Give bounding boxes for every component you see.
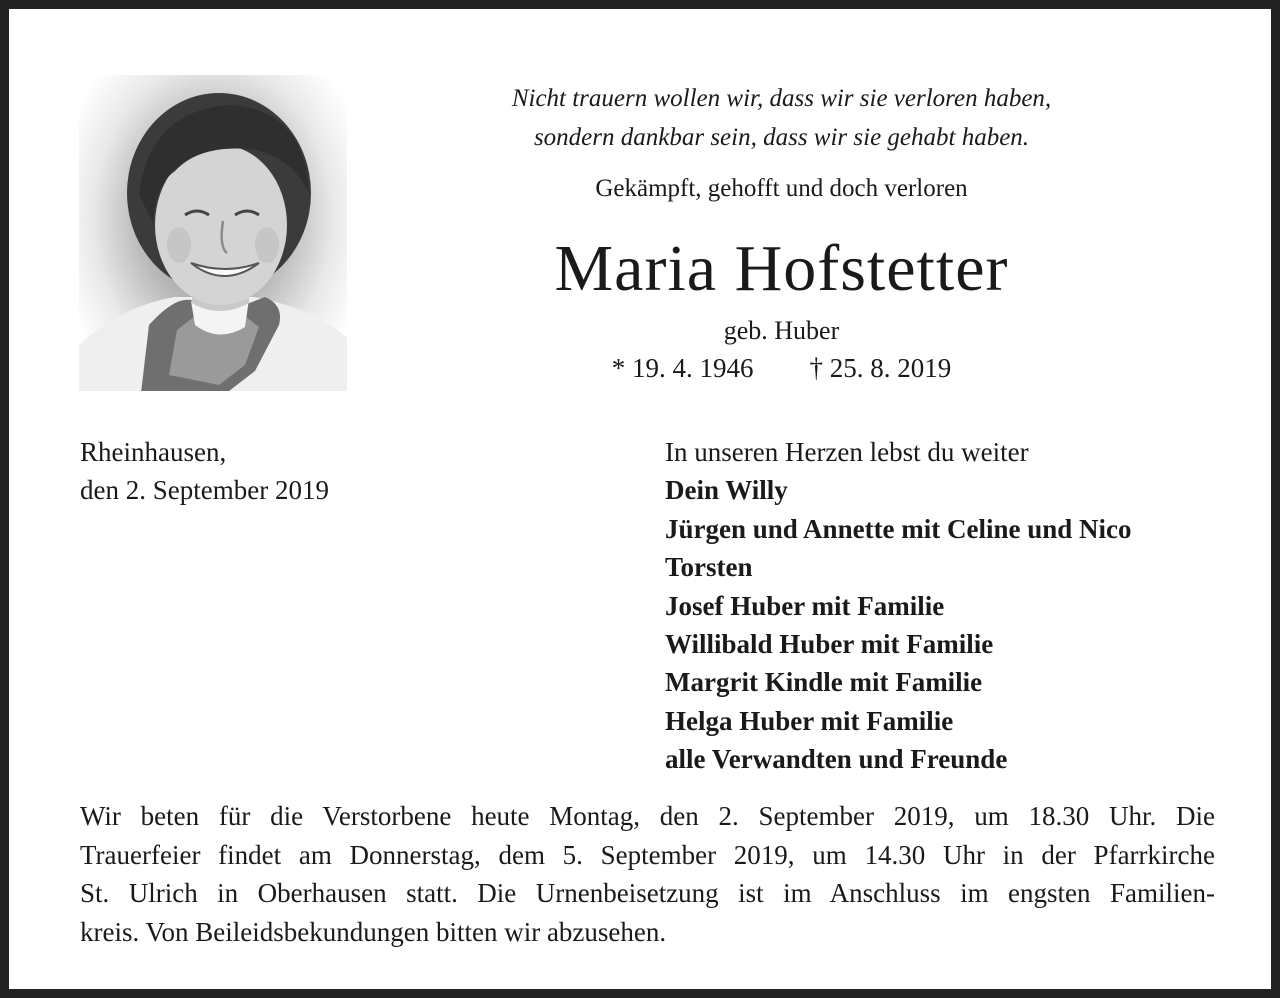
- date-line: den 2. September 2019: [80, 475, 329, 505]
- mourner-name: Jürgen und Annette mit Celine und Nico: [665, 513, 1132, 544]
- motto-quote: [389, 79, 1174, 157]
- mourner-name: Helga Huber mit Familie: [665, 705, 954, 736]
- mourner-name: alle Verwandten und Freunde: [665, 744, 1008, 775]
- birth-name: geb. Huber: [723, 316, 840, 345]
- mourners-list: [665, 433, 1225, 779]
- mourner-name: Josef Huber mit Familie: [665, 590, 945, 621]
- motto-line-1: Nicht trauern wollen wir, dass wir sie verloren haben,: [511, 85, 1052, 112]
- subtitle-line: Gekämpft, gehofft und doch verloren: [595, 175, 968, 202]
- portrait-photo: [79, 75, 347, 391]
- place-and-date: [80, 433, 329, 509]
- notice-line: kreis. Von Beileidsbekundungen bitten wir abzusehen.: [80, 916, 667, 947]
- notice-line: St. Ulrich in Oberhausen statt. Die Urnenbeisetzung ist im Anschluss im engsten Familien-: [80, 878, 1215, 908]
- mourner-name: Torsten: [665, 552, 753, 583]
- death-date: † 25. 8. 2019: [809, 353, 952, 383]
- deceased-name: Maria Hofstetter: [554, 232, 1009, 305]
- life-dates: [389, 349, 1174, 387]
- notice-line: Wir beten für die Verstorbene heute Montag, den 2. September 2019, um 18.30 Uhr. Die: [80, 801, 1215, 831]
- birth-date: * 19. 4. 1946: [611, 353, 754, 383]
- motto-line-2: sondern dankbar sein, dass wir sie gehabt haben.: [533, 124, 1030, 151]
- mourners-intro: In unseren Herzen lebst du weiter: [665, 437, 1029, 467]
- place-line: Rheinhausen,: [80, 437, 227, 467]
- notice-line: Trauerfeier findet am Donnerstag, dem 5. September 2019, um 14.30 Uhr in der Pfarrkirche: [80, 839, 1215, 870]
- service-notice: [80, 797, 1215, 951]
- portrait-illustration: [79, 75, 347, 391]
- mourner-name: Dein Willy: [665, 475, 788, 506]
- mourner-name: Willibald Huber mit Familie: [665, 629, 994, 660]
- mourner-name: Margrit Kindle mit Familie: [665, 667, 983, 698]
